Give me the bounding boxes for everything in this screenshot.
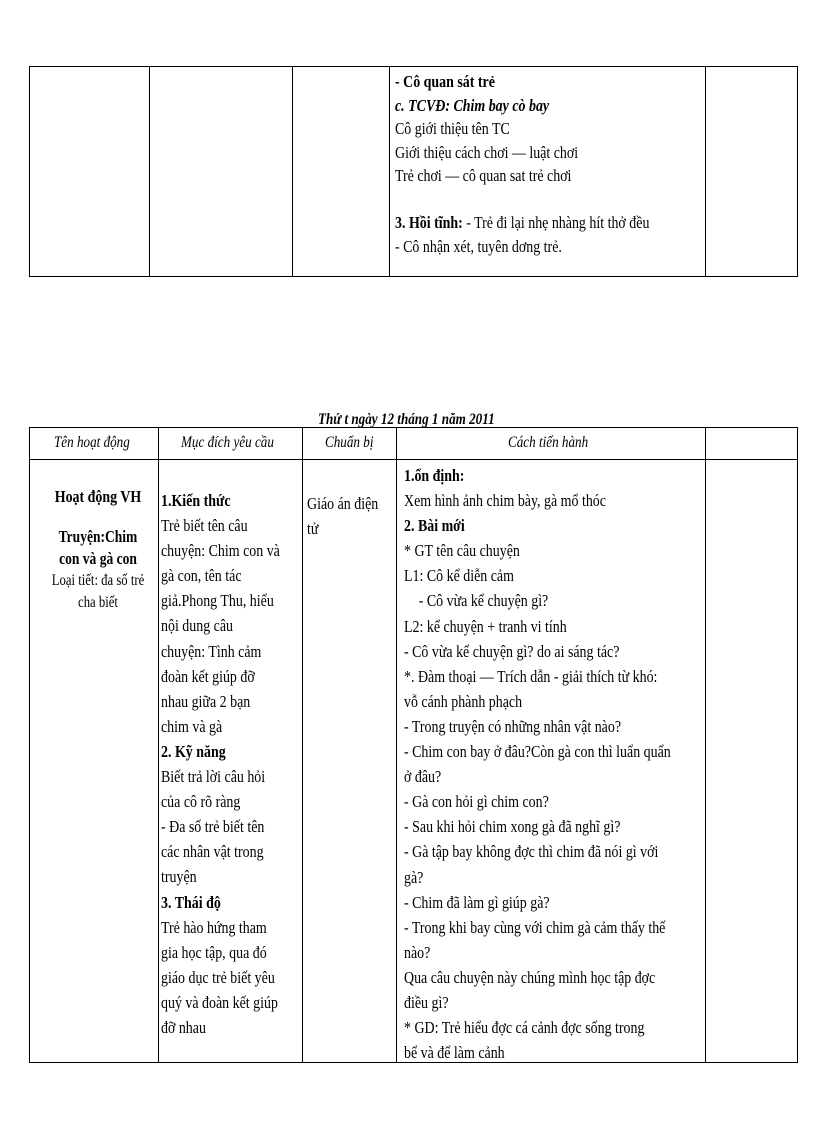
text-line: chim và gà	[161, 716, 223, 736]
story-title: Truyện:Chim con và gà con	[58, 527, 138, 568]
text-line: L2: kể chuyện + tranh vi tính	[404, 616, 567, 636]
text-line: điều gì?	[404, 992, 449, 1012]
text-line: của cô rõ ràng	[161, 792, 241, 812]
text-line: đoàn kết giúp đỡ	[161, 666, 255, 686]
header-activity-name: Tên hoạt động	[54, 434, 130, 451]
section-text: - Trẻ đi lại nhẹ nhàng hít thở đều	[462, 213, 650, 232]
text-line: - Sau khi hỏi chim xong gà đã nghĩ gì?	[404, 817, 621, 837]
text-line: L1: Cô kể diễn cảm	[404, 566, 514, 586]
text-line: các nhân vật trong	[161, 842, 264, 862]
section-heading: 1.ổn định:	[404, 466, 465, 485]
text-line: - Đa số trẻ biết tên	[161, 817, 265, 837]
header-procedure: Cách tiến hành	[508, 434, 589, 451]
text-line: Qua câu chuyện này chúng mình học tập đợc	[404, 967, 656, 987]
text-line: Cô giới thiệu tên TC	[395, 119, 510, 138]
top-activity-cell	[395, 70, 649, 258]
text-line: gà?	[404, 867, 424, 887]
lesson-type: Loại tiết: đa số trẻ cha biết	[51, 572, 145, 611]
text-line: Trẻ hào hứng tham	[161, 917, 267, 937]
text-line: - Cô quan sát trẻ	[395, 72, 495, 91]
text-line: c. TCVĐ: Chim bay cò bay	[395, 95, 550, 115]
text-line: chuyện: Tình cảm	[161, 641, 262, 661]
text-line: đỡ nhau	[161, 1017, 206, 1037]
section-heading: 3. Thái độ	[161, 892, 221, 912]
text-line: - Chim đã làm gì giúp gà?	[404, 892, 550, 912]
section-heading: 2. Kỹ năng	[161, 741, 226, 761]
section-heading: 1.Kiến thức	[161, 491, 231, 510]
section-label: 3. Hồi tĩnh:	[395, 213, 463, 232]
text-line: gia học tập, qua đó	[161, 942, 267, 962]
purpose-cell	[161, 488, 280, 1040]
text-line: *. Đàm thoại — Trích dẫn - giải thích từ khó:	[404, 666, 658, 686]
text-line: chuyện: Chim con và	[161, 541, 280, 561]
text-line: - Cô vừa kể chuyện gì? do ai sáng tác?	[404, 641, 620, 661]
text-line: - Chim con bay ở đâu?Còn gà con thì luẩn quẩn	[404, 742, 671, 762]
text-line: - Trong khi bay cùng với chim gà cảm thấy thế	[404, 917, 666, 937]
procedure-cell	[404, 463, 671, 1065]
text-line: Biết trả lời câu hỏi	[161, 767, 266, 787]
text-line: giáo dục trẻ biết yêu	[161, 967, 275, 987]
activity-name-cell	[38, 486, 158, 614]
text-line: bể và để làm cảnh	[404, 1043, 505, 1063]
text-line: Trẻ chơi — cô quan sat trẻ chơi	[395, 166, 572, 185]
text-line: truyện	[161, 867, 197, 887]
text-line: - Gà tập bay không đợc thì chim đã nói gì với	[404, 842, 659, 862]
text-line: nào?	[404, 942, 431, 962]
header-preparation: Chuẩn bị	[325, 434, 374, 451]
text-line: - Cô nhận xét, tuyên dơng trẻ.	[395, 236, 562, 256]
header-purpose: Mục đích yêu cầu	[181, 434, 274, 451]
text-line: - Gà con hỏi gì chim con?	[404, 792, 549, 812]
text-line: tử	[307, 519, 319, 539]
day-heading: Thứ t ngày 12 tháng 1 năm 2011	[318, 411, 495, 428]
text-line: nhau giữa 2 bạn	[161, 691, 251, 711]
text-line: Giới thiệu cách chơi — luật chơi	[395, 142, 579, 162]
preparation-cell	[307, 491, 378, 541]
text-line: * GD: Trẻ hiểu đợc cá cảnh đợc sống trong	[404, 1018, 645, 1038]
text-line: ở đâu?	[404, 767, 442, 787]
text-line: Xem hình ảnh chim bày, gà mổ thóc	[404, 491, 606, 511]
text-line: giả.Phong Thu, hiểu	[161, 591, 274, 611]
text-line: Trẻ biết tên câu	[161, 516, 248, 536]
text-line: vỗ cánh phành phạch	[404, 691, 523, 711]
text-line: nội dung câu	[161, 616, 234, 636]
text-line: gà con, tên tác	[161, 566, 242, 586]
section-heading: 2. Bài mới	[404, 516, 465, 536]
activity-title: Hoạt động VH	[54, 487, 142, 506]
blank-line	[395, 188, 649, 212]
text-line: quý và đoàn kết giúp	[161, 992, 278, 1012]
text-line: - Cô vừa kể chuyện gì?	[418, 591, 549, 611]
text-line: - Trong truyện có những nhân vật nào?	[404, 716, 622, 736]
text-line: * GT tên câu chuyện	[404, 541, 520, 561]
text-line	[395, 211, 649, 235]
text-line: Giáo án điện	[307, 494, 379, 513]
